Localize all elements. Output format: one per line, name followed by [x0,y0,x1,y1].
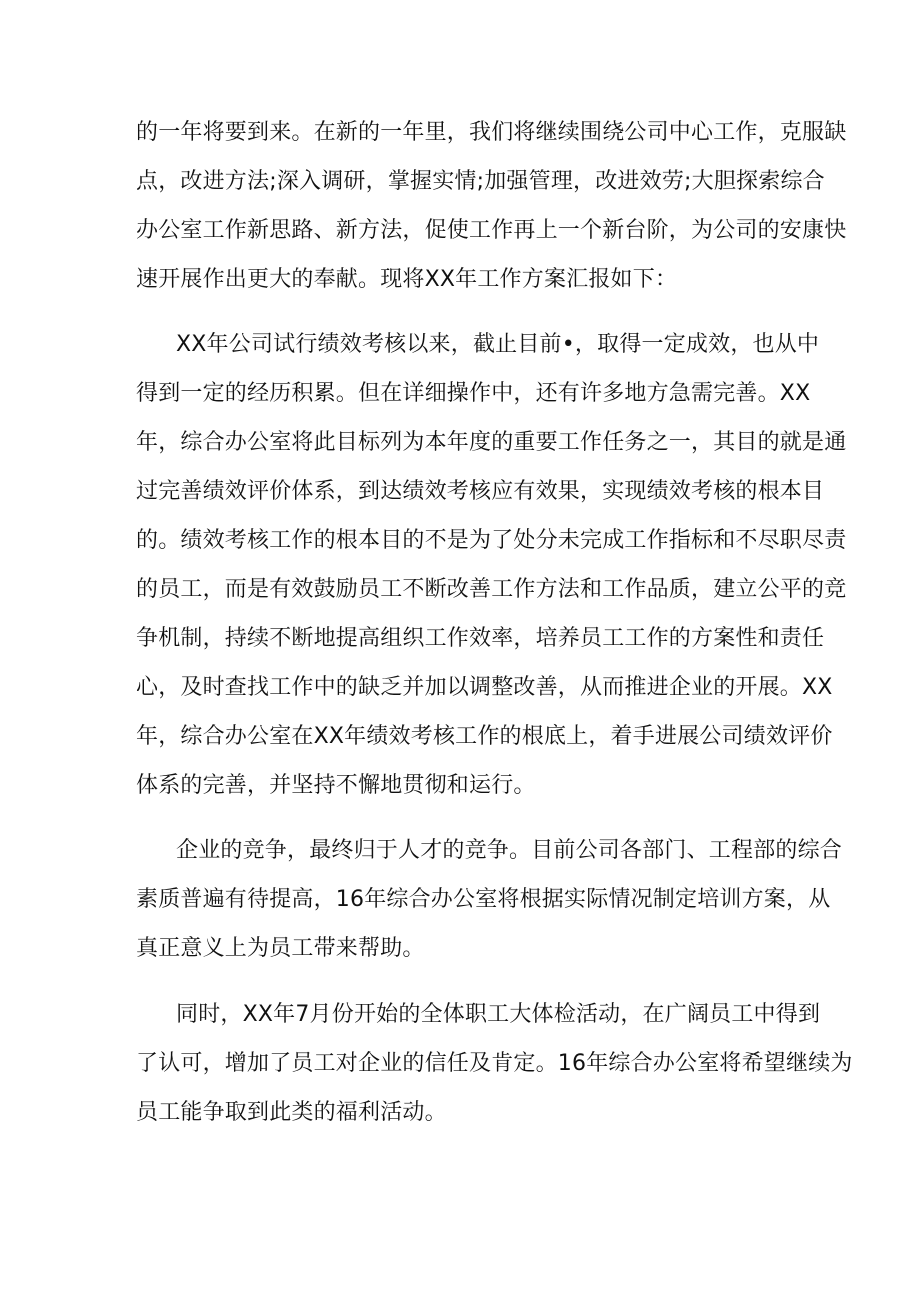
paragraph-2-line-7: 争机制，持续不断地提高组织工作效率，培养员工工作的方案性和责任 [136,626,825,651]
paragraph-2-line-8: 心，及时查找工作中的缺乏并加以调整改善，从而推进企业的开展。XX [136,675,833,700]
paragraph-2-line-3: 年，综合办公室将此目标列为本年度的重要工作任务之一，其目的就是通 [136,430,847,455]
paragraph-2-line-2: 得到一定的经历积累。但在详细操作中，还有许多地方急需完善。XX [136,381,811,406]
paragraph-2-line-6: 的员工，而是有效鼓励员工不断改善工作方法和工作品质，建立公平的竞 [136,577,847,602]
paragraph-2-line-10: 体系的完善，并坚持不懈地贯彻和运行。 [136,773,536,798]
paragraph-1-line-1: 的一年将要到来。在新的一年里，我们将继续围绕公司中心工作，克服缺 [136,120,847,145]
paragraph-2-line-1: XX年公司试行绩效考核以来，截止目前•，取得一定成效，也从中 [176,332,820,357]
paragraph-3-line-1: 企业的竞争，最终归于人才的竞争。目前公司各部门、工程部的综合 [176,838,843,863]
paragraph-4-line-1: 同时，XX年7月份开始的全体职工大体检活动，在广阔员工中得到 [176,1002,821,1027]
paragraph-1-line-3: 办公室工作新思路、新方法，促使工作再上一个新台阶，为公司的安康快 [136,218,847,243]
paragraph-4-line-2: 了认可，增加了员工对企业的信任及肯定。16年综合办公室将希望继续为 [136,1051,853,1076]
paragraph-1-line-2: 点，改进方法;深入调研，掌握实情;加强管理，改进效劳;大胆探索综合 [136,169,825,194]
paragraph-3-line-2: 素质普遍有待提高，16年综合办公室将根据实际情况制定培训方案，从 [136,887,831,912]
paragraph-4-line-3: 员工能争取到此类的福利活动。 [136,1100,447,1125]
paragraph-2-line-4: 过完善绩效评价体系，到达绩效考核应有效果，实现绩效考核的根本目 [136,479,825,504]
paragraph-3-line-3: 真正意义上为员工带来帮助。 [136,936,425,961]
paragraph-2-line-9: 年，综合办公室在XX年绩效考核工作的根底上，着手进展公司绩效评价 [136,724,833,749]
paragraph-1-line-4: 速开展作出更大的奉献。现将XX年工作方案汇报如下： [136,267,678,292]
paragraph-2-line-5: 的。绩效考核工作的根本目的不是为了处分未完成工作指标和不尽职尽责 [136,528,847,553]
